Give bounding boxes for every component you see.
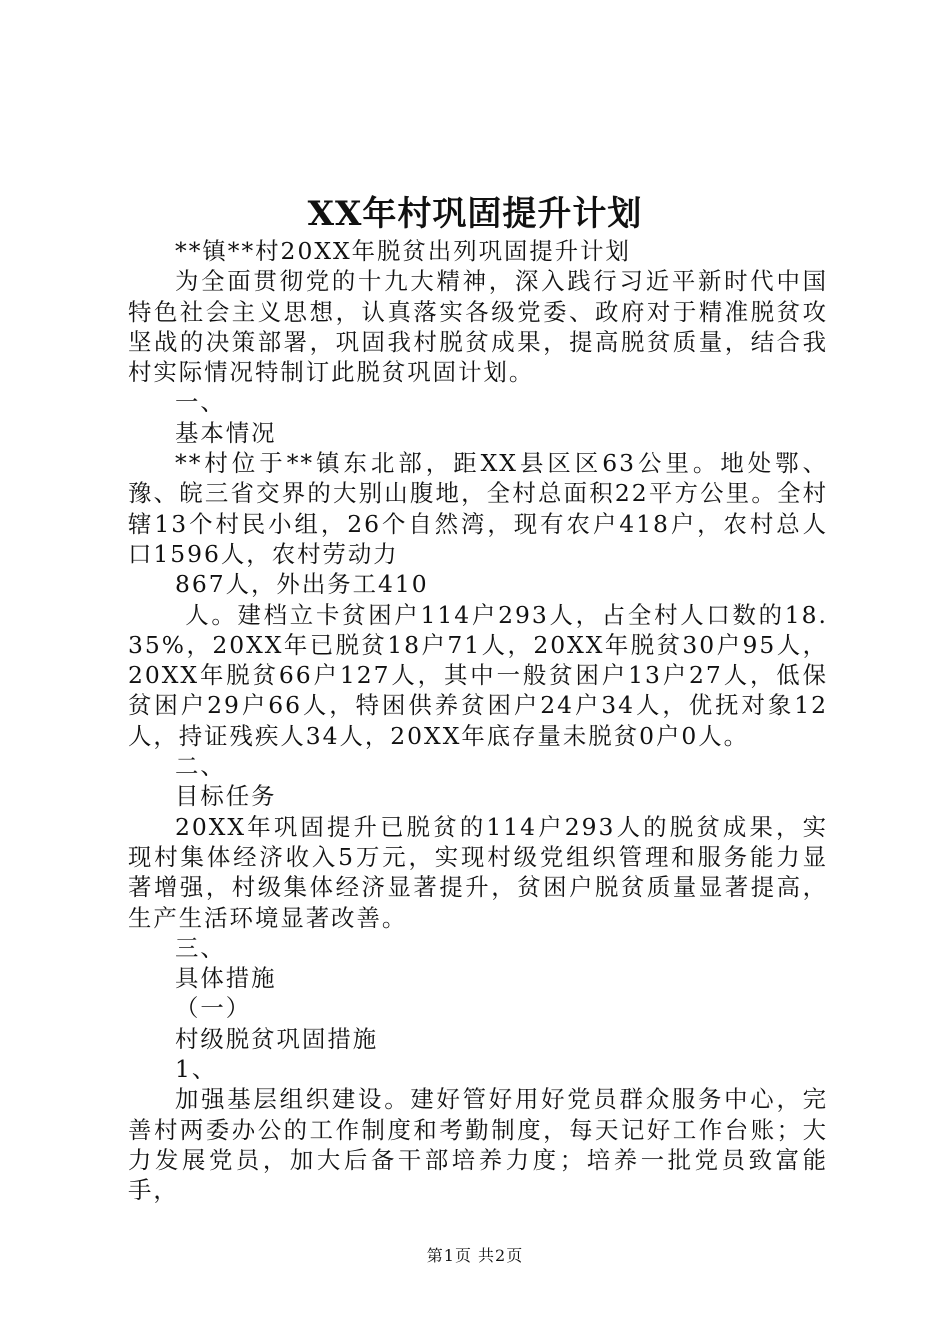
goals-paragraph: 20XX年巩固提升已脱贫的114户293人的脱贫成果，实现村集体经济收入5万元，实现村级党组织管理和服务能力显著增强，村级集体经济显著提升，贫困户脱贫质量显著提高，生产生活环境显著改善。 xyxy=(128,812,828,932)
section-three-number: 三、 xyxy=(175,933,226,962)
document-title: XX年村巩固提升计划 xyxy=(307,194,643,234)
document-body xyxy=(128,236,828,1206)
section-two-heading: 目标任务 xyxy=(175,782,277,811)
section-one-number: 一、 xyxy=(175,388,226,417)
organization-paragraph: 加强基层组织建设。建好管好用好党员群众服务中心，完善村两委办公的工作制度和考勤制度，每天记好工作台账；大力发展党员，加大后备干部培养力度；培养一批党员致富能手， xyxy=(128,1085,828,1205)
subsection-heading: 村级脱贫巩固措施 xyxy=(175,1024,379,1053)
section-three-heading: 具体措施 xyxy=(175,964,277,993)
page-footer: 第1页 共2页 xyxy=(426,1246,524,1265)
section-two-number: 二、 xyxy=(175,752,226,781)
subsection-number: （一） xyxy=(175,994,252,1023)
labor-paragraph: 867人，外出务工410 xyxy=(175,570,429,599)
basic-info-paragraph: **村位于**镇东北部，距XX县区区63公里。地处鄂、豫、皖三省交界的大别山腹地，全村总面积22平方公里。全村辖13个村民小组，26个自然湾，现有农户418户，农村总人口1596人，农村劳动力 xyxy=(128,449,828,568)
intro-paragraph: 为全面贯彻党的十九大精神，深入践行习近平新时代中国特色社会主义思想，认真落实各级党委、政府对于精准脱贫攻坚战的决策部署，巩固我村脱贫成果，提高脱贫质量，结合我村实际情况特制订此脱贫巩固计划。 xyxy=(128,267,828,387)
poverty-stats-paragraph: 人。建档立卡贫困户114户293人，占全村人口数的18.35%，20XX年已脱贫18户71人，20XX年脱贫30户95人，20XX年脱贫66户127人，其中一般贫困户13户27人，低保贫困户29户66人，特困供养贫困户24户34人，优抚对象12人，持证残疾人34人，20XX年底存量未脱贫0户0人。 xyxy=(128,600,828,750)
item-number: 1、 xyxy=(175,1055,218,1084)
subtitle-line: **镇**村20XX年脱贫出列巩固提升计划 xyxy=(175,237,631,265)
section-one-heading: 基本情况 xyxy=(175,418,277,447)
